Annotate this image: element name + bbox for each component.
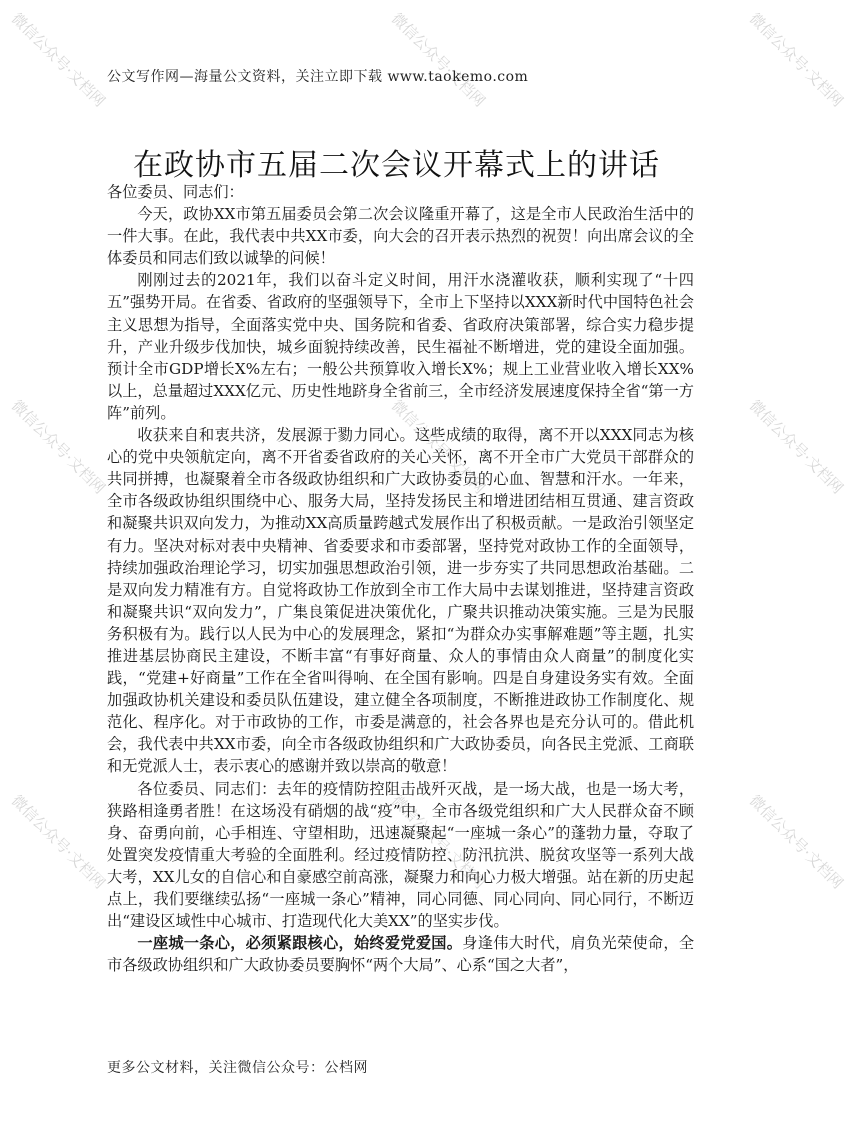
- watermark: 微信公众号·文档网: [745, 9, 847, 111]
- document-body: [107, 181, 694, 976]
- watermark: 微信公众号·文档网: [745, 791, 847, 893]
- paragraph-text: 身逢伟大时代，肩负光荣使命，全市各级政协组织和广大政协委员要胸怀“两个大局”、心系“国之大者”，: [107, 934, 695, 975]
- paragraph-last: [107, 932, 694, 976]
- paragraph: 各位委员、同志们：去年的疫情防控阻击战歼灭战，是一场大战，也是一场大考，狭路相逢勇者胜！在这场没有硝烟的战“疫”中，全市各级党组织和广大人民群众奋不顾身、奋勇向前，心手相连、守望相助，迅速凝聚起“一座城一条心”的蓬勃力量，夺取了处置突发疫情重大考验的全面胜利。经过疫情防控、防汛抗洪、脱贫攻坚等一系列大战大考，XX儿女的自信心和自豪感空前高涨，凝聚力和向心力极大增强。站在新的历史起点上，我们要继续弘扬“一座城一条心”精神，同心同德、同心同向、同心同行，不断迈出“建设区域性中心城市、打造现代化大美XX”的坚实步伐。: [107, 779, 694, 931]
- paragraph: 今天，政协XX市第五届委员会第二次会议隆重开幕了，这是全市人民政治生活中的一件大事。在此，我代表中共XX市委，向大会的召开表示热烈的祝贺！向出席会议的全体委员和同志们致以诚挚的问候！: [107, 205, 694, 268]
- watermark: 微信公众号·文档网: [7, 9, 109, 111]
- watermark: 微信公众号·文档网: [387, 791, 489, 893]
- watermark: 微信公众号·文档网: [7, 791, 109, 893]
- footer-note: 更多公文材料，关注微信公众号：公档网: [107, 1060, 368, 1076]
- salutation: 各位委员、同志们：: [107, 183, 244, 201]
- watermark: 微信公众号·文档网: [745, 396, 847, 498]
- header-note: 公文写作网—海量公文资料，关注立即下载 www.taokemo.com: [107, 69, 529, 85]
- watermark: 微信公众号·文档网: [387, 9, 489, 111]
- watermark: 微信公众号·文档网: [387, 396, 489, 498]
- watermark: 微信公众号·文档网: [7, 396, 109, 498]
- paragraph: 收获来自和衷共济，发展源于勠力同心。这些成绩的取得，离不开以XXX同志为核心的党中央领航定向，离不开省委省政府的关心关怀，离不开全市广大党员干部群众的共同拼搏，也凝聚着全市各级政协组织和广大政协委员的心血、智慧和汗水。一年来，全市各级政协组织围绕中心、服务大局，坚持发扬民主和增进团结相互贯通、建言资政和凝聚共识双向发力，为推动XX高质量跨越式发展作出了积极贡献。一是政治引领坚定有力。坚决对标对表中央精神、省委要求和市委部署，坚持党对政协工作的全面领导，持续加强政治理论学习，切实加强思想政治引领，进一步夯实了共同思想政治基础。二是双向发力精准有方。自觉将政协工作放到全市工作大局中去谋划推进，坚持建言资政和凝聚共识“双向发力”，广集良策促进决策优化，广聚共识推动决策实施。三是为民服务积极有为。践行以人民为中心的发展理念，紧扣“为群众办实事解难题”等主题，扎实推进基层协商民主建设，不断丰富“有事好商量、众人的事情由众人商量”的制度化实践，“党建+好商量”工作在全省叫得响、在全国有影响。四是自身建设务实有效。全面加强政协机关建设和委员队伍建设，建立健全各项制度，不断推进政协工作制度化、规范化、程序化。对于市政协的工作，市委是满意的，社会各界也是充分认可的。借此机会，我代表中共XX市委，向全市各级政协组织和广大政协委员，向各民主党派、工商联和无党派人士，表示衷心的感谢并致以崇高的敬意！: [107, 426, 694, 776]
- document-title: 在政协市五届二次会议开幕式上的讲话: [133, 148, 660, 183]
- section-heading: 一座城一条心，必须紧跟核心，始终爱党爱国。: [137, 934, 463, 953]
- paragraph: 刚刚过去的2021年，我们以奋斗定义时间，用汗水浇灌收获，顺利实现了“十四五”强势开局。在省委、省政府的坚强领导下，全市上下坚持以XXX新时代中国特色社会主义思想为指导，全面落实党中央、国务院和省委、省政府决策部署，综合实力稳步提升，产业升级步伐加快，城乡面貌持续改善，民生福祉不断增进，党的建设全面加强。预计全市GDP增长X%左右；一般公共预算收入增长X%；规上工业营业收入增长XX%以上，总量超过XXX亿元、历史性地跻身全省前三，全市经济发展速度保持全省“第一方阵”前列。: [107, 271, 694, 422]
